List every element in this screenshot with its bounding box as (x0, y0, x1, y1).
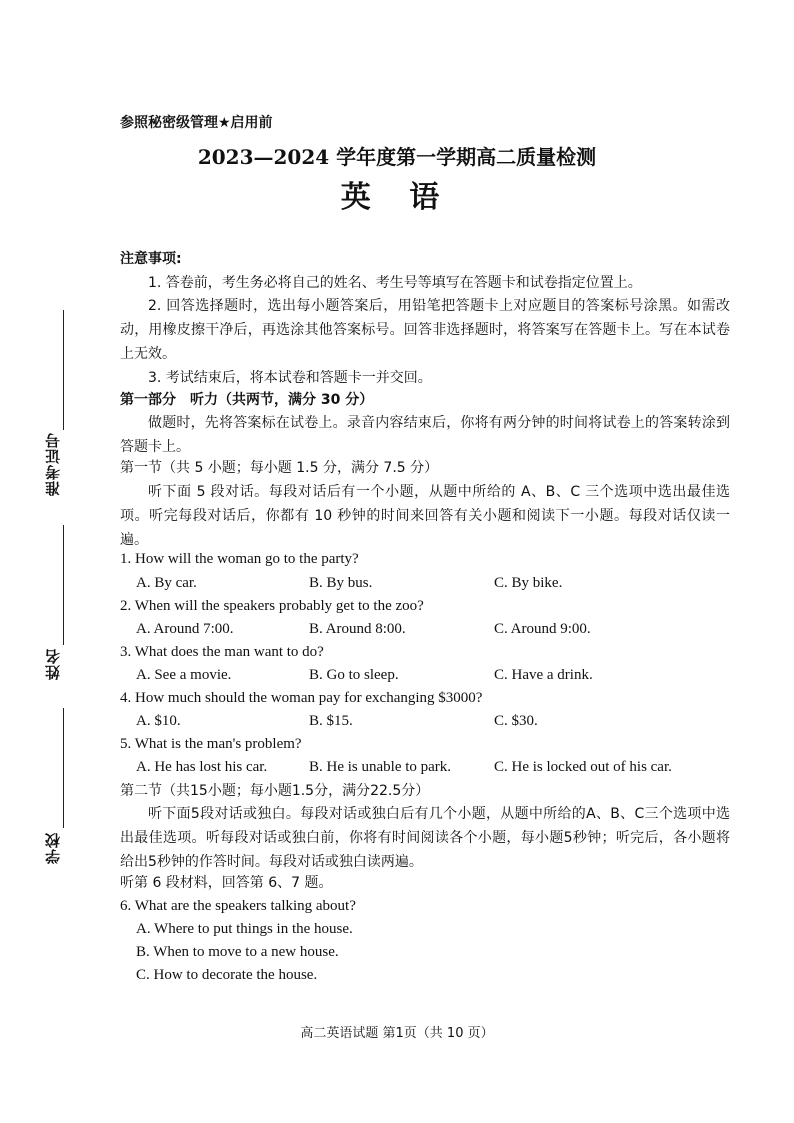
question-4-option-c: C. $30. (494, 713, 538, 729)
section2-heading: 第二节（共15小题；每小题1.5分，满分22.5分） (120, 783, 430, 799)
material-note: 听第 6 段材料，回答第 6、7 题。 (120, 875, 333, 891)
question-2-option-a: A. Around 7:00. (136, 621, 234, 637)
section1-heading: 第一节（共 5 小题；每小题 1.5 分，满分 7.5 分） (120, 460, 439, 476)
part1-heading: 第一部分 听力（共两节，满分 30 分） (120, 392, 374, 408)
question-4-stem: 4. How much should the woman pay for exchanging $3000? (120, 690, 483, 706)
exam-number-label: 准考证号 (44, 432, 62, 496)
notice-heading: 注意事项: (120, 251, 182, 267)
question-6-option-b: B. When to move to a new house. (136, 944, 339, 960)
subject-title: 英 语 (340, 180, 454, 215)
secret-mark: 参照秘密级管理★启用前 (120, 115, 273, 131)
question-6-option-c: C. How to decorate the house. (136, 967, 318, 983)
question-1-option-a: A. By car. (136, 575, 197, 591)
question-3-option-c: C. Have a drink. (494, 667, 593, 683)
question-6-stem: 6. What are the speakers talking about? (120, 898, 356, 914)
part1-intro: 做题时，先将答案标在试卷上。录音内容结束后，你将有两分钟的时间将试卷上的答案转涂到答题卡上。 (120, 415, 730, 455)
question-2-option-b: B. Around 8:00. (309, 621, 406, 637)
question-5-stem: 5. What is the man's problem? (120, 736, 302, 752)
section2-instructions: 听下面5段对话或独白。每段对话或独白后有几个小题，从题中所给的A、B、C三个选项中选出最佳选项。听每段对话或独白前，你将有时间阅读各个小题，每小题5秒钟；听完后，各小题将给出5秒钟的作答时间。每段对话或独白读两遍。 (120, 806, 730, 870)
question-5-option-c: C. He is locked out of his car. (494, 759, 672, 775)
exam-title: 2023—2024 学年度第一学期高二质量检测 (197, 145, 597, 169)
question-1-stem: 1. How will the woman go to the party? (120, 551, 359, 567)
question-4-option-b: B. $15. (309, 713, 353, 729)
page-footer: 高二英语试题 第1页（共 10 页） (300, 1026, 494, 1041)
notice-item-1: 1. 答卷前，考生务必将自己的姓名、考生号等填写在答题卡和试卷指定位置上。 (148, 275, 642, 291)
notice-item-3: 3. 考试结束后，将本试卷和答题卡一并交回。 (148, 370, 432, 386)
question-3-stem: 3. What does the man want to do? (120, 644, 324, 660)
school-blank (63, 708, 64, 828)
question-6-option-a: A. Where to put things in the house. (136, 921, 353, 937)
name-blank (63, 525, 64, 645)
school-label: 学校 (44, 832, 62, 864)
name-label: 姓名 (44, 648, 62, 680)
question-5-option-a: A. He has lost his car. (136, 759, 268, 775)
exam-number-blank (63, 310, 64, 430)
section1-instructions: 听下面 5 段对话。每段对话后有一个小题，从题中所给的 A、B、C 三个选项中选出最佳选项。听完每段对话后，你都有 10 秒钟的时间来回答有关小题和阅读下一小题。每段对话仅读一遍。 (120, 484, 730, 548)
question-5-option-b: B. He is unable to park. (309, 759, 452, 775)
question-1-option-c: C. By bike. (494, 575, 563, 591)
question-3-option-b: B. Go to sleep. (309, 667, 399, 683)
question-2-option-c: C. Around 9:00. (494, 621, 591, 637)
notice-item-2: 2. 回答选择题时，选出每小题答案后，用铅笔把答题卡上对应题目的答案标号涂黑。如需改动，用橡皮擦干净后，再选涂其他答案标号。回答非选择题时，将答案写在答题卡上。写在本试卷上无效。 (120, 298, 730, 362)
question-2-stem: 2. When will the speakers probably get to the zoo? (120, 598, 424, 614)
question-1-option-b: B. By bus. (309, 575, 373, 591)
question-4-option-a: A. $10. (136, 713, 181, 729)
question-3-option-a: A. See a movie. (136, 667, 232, 683)
